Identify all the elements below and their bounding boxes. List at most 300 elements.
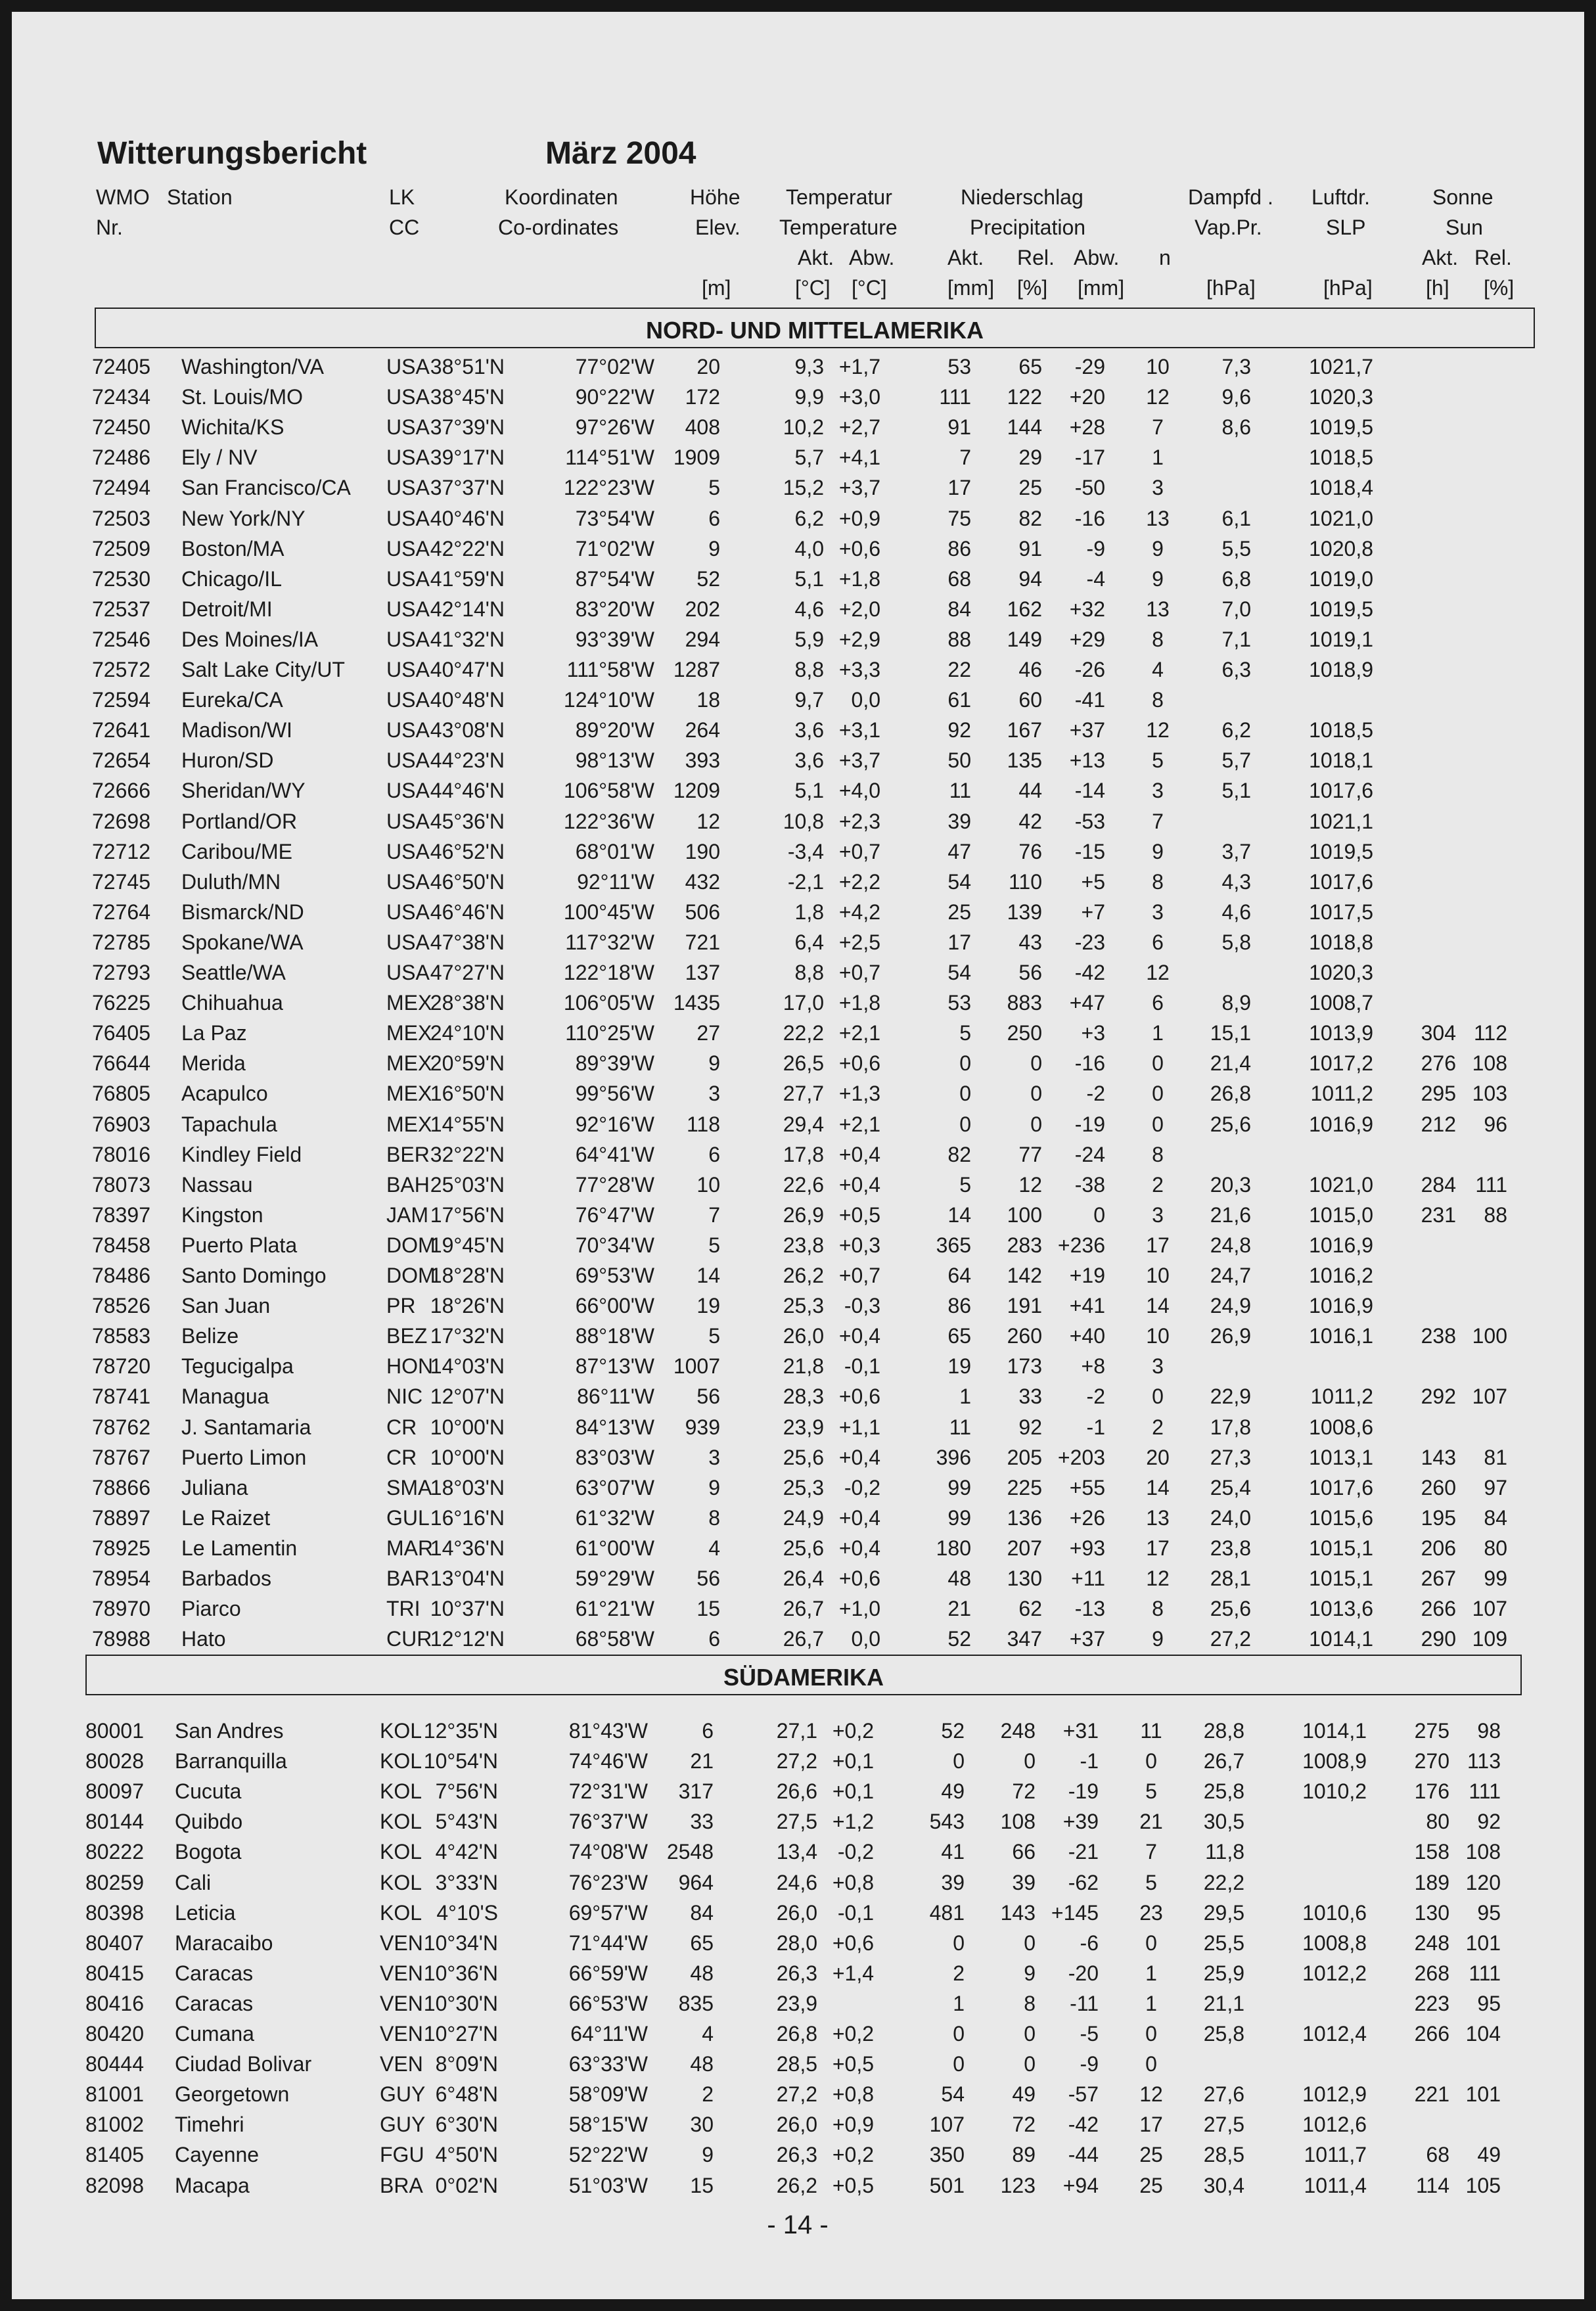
cell-vap-pr: 26,7 [1203,1749,1244,1773]
cell-prec-rel: 82 [1018,506,1042,530]
cell-prec-abw: -23 [1074,930,1105,954]
cell-slp: 1019,5 [1309,839,1373,863]
cell-temp-abw: +0,5 [832,2173,874,2197]
cell-elevation: 432 [685,869,720,894]
cell-prec-rel: 8 [1024,1991,1036,2015]
cell-latitude: 46°52'N [430,839,505,863]
cell-latitude: 14°55'N [430,1112,505,1136]
cell-slp: 1021,7 [1309,355,1373,378]
cell-longitude: 66°00'W [575,1294,654,1318]
cell-station-name: Madison/WI [181,718,292,743]
header-unit-mm1: [mm] [947,276,995,300]
cell-latitude: 43°08'N [430,718,505,743]
cell-prec-akt: 53 [947,991,971,1015]
cell-prec-abw: -11 [1070,1991,1099,2015]
header-luftdruck: Luftdr. [1311,185,1370,209]
table-row [12,1051,1584,1082]
cell-elevation: 8 [708,1505,720,1530]
cell-temp-akt: 26,0 [776,1900,817,1925]
cell-temp-akt: 26,7 [783,1627,824,1651]
cell-longitude: 58°15'W [568,2113,648,2137]
cell-longitude: 88°18'W [575,1324,654,1348]
cell-prec-akt: 82 [947,1142,971,1166]
cell-slp: 1015,0 [1309,1202,1373,1227]
cell-temp-abw: +4,1 [838,446,880,470]
cell-prec-abw: -42 [1068,2113,1099,2137]
cell-prec-abw: +28 [1069,415,1105,440]
cell-prec-days: 8 [1152,688,1164,712]
cell-prec-akt: 41 [941,1840,965,1864]
cell-prec-rel: 0 [1030,1082,1042,1106]
cell-temp-akt: 28,3 [783,1384,824,1409]
cell-temp-akt: 10,8 [783,809,824,833]
cell-sun-rel: 105 [1465,2173,1501,2197]
cell-slp: 1014,1 [1302,1719,1367,1743]
cell-temp-abw: +1,8 [838,566,880,591]
table-row [12,748,1584,779]
cell-sun-akt: 80 [1426,1810,1449,1834]
cell-prec-akt: 0 [959,1082,971,1106]
table-row [12,1871,1584,1901]
cell-wmo-nr: 78970 [92,1597,150,1621]
cell-wmo-nr: 72666 [92,779,150,803]
header-unit-h: [h] [1426,276,1449,300]
cell-sun-akt: 130 [1414,1900,1449,1925]
header-temp-abw: Abw. [849,246,895,269]
header-temperature: Temperature [779,216,898,239]
table-row [12,1567,1584,1597]
cell-temp-abw: +4,0 [838,779,880,803]
cell-wmo-nr: 72537 [92,597,150,621]
cell-temp-akt: 17,8 [783,1142,824,1166]
table-row [12,2022,1584,2052]
cell-sun-rel: 103 [1472,1082,1507,1106]
cell-elevation: 52 [696,566,720,591]
cell-slp: 1017,6 [1309,779,1373,803]
cell-country: USA [386,658,430,681]
cell-prec-akt: 86 [947,536,971,561]
cell-prec-abw: +94 [1062,2173,1099,2197]
cell-prec-days: 12 [1146,718,1170,743]
cell-longitude: 124°10'W [563,688,654,712]
cell-latitude: 40°46'N [430,506,505,530]
cell-temp-akt: 27,1 [776,1719,817,1743]
cell-temp-akt: 23,9 [783,1415,824,1439]
cell-prec-rel: 135 [1007,748,1042,773]
cell-longitude: 77°28'W [575,1172,654,1197]
cell-station-name: Bogota [175,1840,242,1864]
cell-longitude: 106°58'W [563,779,654,803]
cell-elevation: 27 [696,1021,720,1045]
cell-prec-abw: +32 [1069,597,1105,621]
cell-prec-rel: 130 [1007,1567,1042,1590]
cell-station-name: Santo Domingo [181,1264,327,1287]
cell-temp-abw: +1,8 [838,991,880,1015]
cell-prec-rel: 72 [1012,1779,1036,1804]
table-row [12,1597,1584,1627]
cell-elevation: 20 [696,355,720,378]
cell-latitude: 38°45'N [430,385,505,409]
cell-latitude: 10°36'N [423,1961,498,1985]
cell-elevation: 19 [696,1294,720,1318]
cell-latitude: 4°42'N [435,1840,498,1864]
cell-temp-akt: 24,6 [776,1870,817,1894]
cell-slp: 1010,2 [1302,1779,1367,1804]
cell-station-name: Timehri [175,2113,244,2137]
cell-prec-abw: -9 [1080,2052,1099,2076]
cell-latitude: 40°48'N [430,688,505,712]
cell-vap-pr: 7,0 [1221,597,1251,621]
cell-vap-pr: 5,1 [1221,779,1251,803]
cell-longitude: 68°58'W [575,1627,654,1651]
cell-prec-rel: 65 [1018,355,1042,378]
cell-prec-akt: 0 [959,1112,971,1136]
cell-wmo-nr: 78897 [92,1505,150,1530]
cell-temp-abw: +0,4 [838,1505,880,1530]
cell-prec-abw: +37 [1069,718,1105,743]
cell-prec-rel: 123 [1000,2173,1036,2197]
cell-wmo-nr: 72764 [92,900,150,924]
table-row [12,1779,1584,1810]
cell-temp-akt: 25,6 [783,1536,824,1560]
cell-wmo-nr: 72486 [92,446,150,470]
cell-prec-akt: 99 [947,1475,971,1499]
table-row [12,1173,1584,1203]
cell-temp-akt: 26,2 [783,1264,824,1287]
cell-temp-abw: +0,5 [838,1202,880,1227]
cell-sun-rel: 104 [1465,2022,1501,2046]
header-prec-abw: Abw. [1074,246,1120,269]
cell-prec-rel: 56 [1018,961,1042,984]
cell-temp-akt: 28,5 [776,2052,817,2076]
cell-country: USA [386,536,430,561]
cell-prec-days: 10 [1146,355,1170,378]
header-niederschlag: Niederschlag [961,185,1083,209]
cell-temp-akt: 3,6 [794,748,824,773]
cell-prec-rel: 33 [1018,1384,1042,1409]
cell-country: USA [386,900,430,924]
cell-prec-akt: 11 [949,779,971,803]
cell-elevation: 56 [696,1384,720,1409]
cell-station-name: Maracaibo [175,1931,273,1955]
cell-station-name: Washington/VA [181,355,324,378]
cell-slp: 1018,1 [1309,748,1373,773]
cell-elevation: 48 [690,2052,714,2076]
cell-prec-rel: 76 [1018,839,1042,863]
cell-wmo-nr: 72530 [92,566,150,591]
cell-prec-akt: 65 [947,1324,971,1348]
cell-vap-pr: 6,1 [1221,506,1251,530]
cell-wmo-nr: 72745 [92,869,150,894]
cell-temp-akt: 5,7 [794,446,824,470]
cell-prec-abw: +47 [1069,991,1105,1015]
cell-prec-akt: 48 [947,1567,971,1590]
cell-sun-akt: 266 [1414,2022,1449,2046]
cell-prec-days: 20 [1146,1445,1170,1469]
cell-country: BAH [386,1172,430,1197]
cell-vap-pr: 30,5 [1203,1810,1244,1834]
cell-prec-days: 0 [1145,2022,1157,2046]
cell-temp-akt: 27,2 [776,2082,817,2107]
cell-wmo-nr: 72450 [92,415,150,440]
cell-temp-akt: 26,8 [776,2022,817,2046]
cell-prec-akt: 107 [929,2113,965,2137]
cell-prec-days: 1 [1152,1021,1164,1045]
cell-station-name: Chihuahua [181,991,283,1015]
cell-temp-abw: +3,1 [838,718,880,743]
cell-slp: 1012,2 [1302,1961,1367,1985]
cell-temp-abw: +0,4 [838,1324,880,1348]
cell-wmo-nr: 72654 [92,748,150,773]
cell-elevation: 5 [708,1233,720,1257]
cell-prec-days: 13 [1146,506,1170,530]
cell-elevation: 835 [678,1991,714,2015]
cell-sun-rel: 95 [1477,1991,1501,2015]
cell-prec-abw: -20 [1068,1961,1099,1985]
cell-slp: 1021,0 [1309,1172,1373,1197]
cell-sun-rel: 96 [1484,1112,1507,1136]
cell-prec-abw: 0 [1093,1202,1105,1227]
cell-prec-rel: 0 [1024,1931,1036,1955]
cell-prec-akt: 22 [947,658,971,681]
cell-elevation: 393 [685,748,720,773]
cell-prec-abw: -26 [1074,658,1105,681]
cell-longitude: 74°08'W [568,1840,648,1864]
cell-slp: 1016,1 [1309,1324,1373,1348]
table-row [12,900,1584,930]
cell-longitude: 64°41'W [575,1142,654,1166]
cell-country: HON [386,1354,434,1379]
cell-latitude: 16°50'N [430,1082,505,1106]
cell-sun-rel: 111 [1469,1779,1501,1804]
cell-latitude: 10°30'N [423,1991,498,2015]
cell-slp: 1013,6 [1309,1597,1373,1621]
cell-sun-rel: 108 [1472,1051,1507,1076]
cell-sun-rel: 111 [1469,1961,1501,1985]
cell-station-name: J. Santamaria [181,1415,311,1439]
cell-prec-abw: +31 [1062,1719,1099,1743]
header-sun: Sun [1446,216,1483,239]
cell-prec-akt: 2 [953,1961,965,1985]
cell-elevation: 118 [686,1112,720,1136]
cell-slp: 1012,9 [1302,2082,1367,2107]
cell-prec-rel: 162 [1007,597,1042,621]
cell-elevation: 190 [685,839,720,863]
cell-prec-days: 10 [1146,1264,1170,1287]
cell-vap-pr: 25,6 [1210,1597,1251,1621]
cell-latitude: 20°59'N [430,1051,505,1076]
cell-elevation: 12 [696,809,720,833]
cell-country: VEN [380,2022,423,2046]
cell-prec-akt: 111 [939,385,971,409]
cell-prec-days: 1 [1145,1991,1157,2015]
cell-prec-days: 12 [1139,2082,1163,2107]
header-nr: Nr. [96,216,123,239]
cell-temp-akt: -3,4 [787,839,824,863]
cell-prec-days: 7 [1152,415,1164,440]
cell-temp-akt: 5,1 [794,566,824,591]
cell-prec-days: 6 [1152,930,1164,954]
cell-station-name: Cumana [175,2022,254,2046]
cell-temp-abw: +2,1 [838,1021,880,1045]
cell-country: MAR [386,1536,434,1560]
cell-elevation: 294 [685,627,720,651]
cell-sun-akt: 268 [1414,1961,1449,1985]
cell-longitude: 87°13'W [575,1354,654,1379]
cell-latitude: 12°35'N [423,1719,498,1743]
cell-prec-rel: 143 [1000,1900,1036,1925]
cell-latitude: 18°26'N [430,1294,505,1318]
cell-temp-akt: 28,0 [776,1931,817,1955]
cell-slp: 1020,8 [1309,536,1373,561]
cell-prec-abw: +26 [1069,1505,1105,1530]
cell-sun-rel: 109 [1472,1627,1507,1651]
cell-temp-abw: +0,6 [838,1384,880,1409]
cell-sun-akt: 212 [1421,1112,1456,1136]
cell-station-name: Quibdo [175,1810,243,1834]
cell-elevation: 6 [708,1627,720,1651]
cell-elevation: 5 [708,476,720,500]
cell-vap-pr: 6,2 [1221,718,1251,743]
cell-wmo-nr: 76405 [92,1021,150,1045]
cell-latitude: 14°36'N [430,1536,505,1560]
cell-temp-abw: +1,0 [838,1597,880,1621]
cell-country: MEX [386,1112,432,1136]
cell-temp-akt: 27,5 [776,1810,817,1834]
table-row [12,1931,1584,1961]
cell-prec-akt: 1 [959,1384,971,1409]
cell-station-name: Chicago/IL [181,566,282,591]
cell-temp-akt: 26,2 [776,2173,817,2197]
cell-vap-pr: 5,5 [1221,536,1251,561]
cell-prec-abw: -1 [1080,1749,1099,1773]
cell-latitude: 42°22'N [430,536,505,561]
table-row [12,1264,1584,1294]
cell-elevation: 1909 [673,446,720,470]
cell-vap-pr: 3,7 [1221,839,1251,863]
cell-vap-pr: 21,6 [1210,1202,1251,1227]
cell-vap-pr: 5,8 [1221,930,1251,954]
header-prec-n: n [1159,246,1171,269]
cell-sun-rel: 88 [1484,1202,1507,1227]
cell-latitude: 41°59'N [430,566,505,591]
cell-latitude: 39°17'N [430,446,505,470]
cell-prec-rel: 43 [1018,930,1042,954]
cell-temp-akt: 5,1 [794,779,824,803]
table-row [12,688,1584,718]
cell-station-name: Acapulco [181,1082,268,1106]
cell-sun-akt: 267 [1421,1567,1456,1590]
cell-elevation: 939 [685,1415,720,1439]
cell-elevation: 30 [690,2113,714,2137]
cell-country: BAR [386,1567,430,1590]
table-row [12,537,1584,567]
cell-vap-pr: 25,8 [1203,1779,1244,1804]
cell-station-name: Ciudad Bolivar [175,2052,312,2076]
cell-prec-days: 13 [1146,1505,1170,1530]
cell-prec-days: 12 [1146,1567,1170,1590]
cell-sun-akt: 223 [1414,1991,1449,2015]
cell-elevation: 408 [685,415,720,440]
cell-slp: 1020,3 [1309,385,1373,409]
section-suedamerika: SÜDAMERIKA [85,1655,1522,1695]
cell-temp-akt: 23,8 [783,1233,824,1257]
cell-wmo-nr: 78458 [92,1233,150,1257]
cell-prec-days: 8 [1152,1142,1164,1166]
cell-prec-rel: 42 [1018,809,1042,833]
cell-sun-akt: 260 [1421,1475,1456,1499]
cell-temp-akt: 10,2 [783,415,824,440]
cell-temp-akt: 8,8 [794,658,824,681]
cell-temp-akt: 4,0 [794,536,824,561]
cell-slp: 1015,6 [1309,1505,1373,1530]
cell-prec-abw: +29 [1069,627,1105,651]
cell-longitude: 86°11'W [577,1384,654,1409]
cell-prec-days: 10 [1146,1324,1170,1348]
cell-temp-akt: 27,2 [776,1749,817,1773]
cell-sun-akt: 266 [1421,1597,1456,1621]
cell-station-name: Managua [181,1384,269,1409]
cell-wmo-nr: 72509 [92,536,150,561]
cell-prec-abw: -50 [1074,476,1105,500]
cell-prec-akt: 0 [959,1051,971,1076]
cell-prec-rel: 250 [1007,1021,1042,1045]
cell-slp: 1021,0 [1309,506,1373,530]
table-row [12,718,1584,748]
cell-elevation: 202 [685,597,720,621]
cell-wmo-nr: 72594 [92,688,150,712]
cell-wmo-nr: 72434 [92,385,150,409]
table-row [12,1446,1584,1476]
cell-temp-abw: +1,7 [838,355,880,378]
cell-prec-days: 25 [1139,2173,1163,2197]
cell-station-name: Merida [181,1051,246,1076]
cell-vap-pr: 27,5 [1203,2113,1244,2137]
cell-temp-abw: +0,4 [838,1536,880,1560]
cell-prec-akt: 50 [947,748,971,773]
cell-vap-pr: 22,9 [1210,1384,1251,1409]
cell-temp-abw: +0,2 [832,2143,874,2167]
cell-prec-days: 2 [1152,1415,1164,1439]
cell-country: USA [386,809,430,833]
cell-prec-abw: -9 [1086,536,1105,561]
cell-elevation: 264 [685,718,720,743]
header-coordinates: Co-ordinates [498,216,619,239]
table-row [12,1476,1584,1506]
cell-country: USA [386,718,430,743]
cell-station-name: Sheridan/WY [181,779,306,803]
cell-vap-pr: 7,1 [1221,627,1251,651]
cell-prec-days: 3 [1152,900,1164,924]
cell-sun-rel: 113 [1467,1749,1501,1773]
cell-prec-rel: 205 [1007,1445,1042,1469]
cell-latitude: 24°10'N [430,1021,505,1045]
cell-latitude: 46°50'N [430,869,505,894]
cell-prec-abw: -17 [1074,446,1105,470]
cell-prec-abw: -53 [1074,809,1105,833]
cell-country: USA [386,506,430,530]
cell-longitude: 61°32'W [575,1505,654,1530]
cell-temp-abw: +0,5 [832,2052,874,2076]
cell-latitude: 38°51'N [430,355,505,378]
cell-sun-akt: 143 [1421,1445,1456,1469]
cell-temp-abw: +3,0 [838,385,880,409]
cell-slp: 1016,9 [1309,1233,1373,1257]
cell-station-name: Cucuta [175,1779,242,1804]
cell-elevation: 1209 [673,779,720,803]
cell-station-name: New York/NY [181,506,306,530]
cell-prec-akt: 365 [936,1233,971,1257]
